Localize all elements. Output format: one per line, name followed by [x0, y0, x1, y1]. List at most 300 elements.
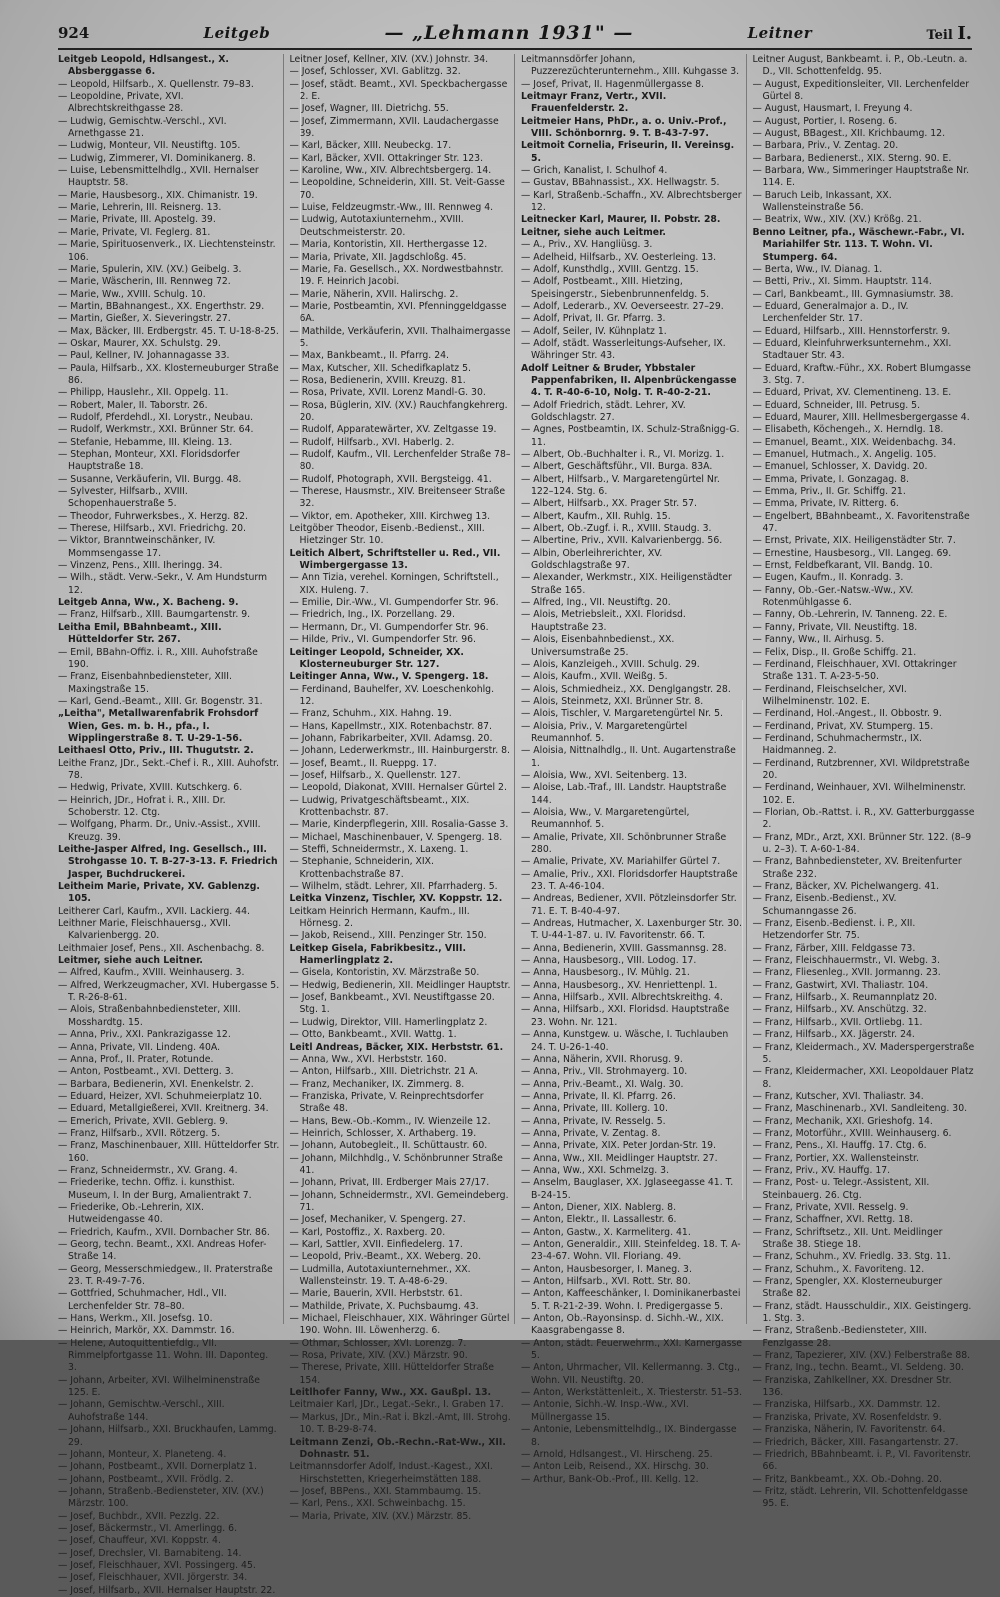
directory-entry: — Franz, Schuhm., XIX. Hahng. 19.	[289, 708, 452, 720]
directory-entry: — Eduard, Privat, XV. Clementineng. 13. E.	[752, 387, 952, 399]
directory-entry: — Alois, Kanzleigeh., XVIII. Schulg. 29.	[521, 658, 700, 670]
directory-entry: — Oskar, Maurer, XX. Schulstg. 29.	[58, 337, 221, 349]
directory-entry: — Franz, Gastwirt, XVI. Thaliastr. 104.	[752, 979, 929, 991]
directory-entry: — Marie, Private, VI. Feglerg. 81.	[58, 226, 211, 238]
directory-entry: — Josef, Mechaniker, V. Spengerg. 27.	[289, 1214, 466, 1226]
directory-entry: — Anton, Hilfsarb., XIII. Dietrichstr. 21 A.	[289, 1066, 479, 1078]
directory-entry: — Anton, Ob.-Rayonsinsp. d. Sichh.-W., XIX. Kaasgrabengasse 8.	[521, 1313, 724, 1337]
directory-entry: — Wilhelm, städt. Lehrer, XII. Pfarrhaderg. 5.	[289, 881, 498, 893]
directory-entry: — Rudolf, Werkmstr., XXI. Brünner Str. 64.	[58, 424, 254, 436]
directory-entry: — Max, Bankbeamt., II. Pfarrg. 24.	[289, 350, 450, 362]
directory-entry: — Albin, Oberleihrerichter, XV. Goldschlagstraße 97.	[521, 547, 663, 572]
directory-entry: — Stefanie, Hebamme, III. Kleing. 13.	[58, 436, 233, 448]
directory-entry: — Franz, Maschinenbauer, XIII. Hütteldorfer Str. 160.	[58, 1140, 280, 1164]
directory-entry: — Friedrich, Bäcker, XIII. Fasangartenstr. 27.	[752, 1436, 959, 1448]
directory-entry: — Franz, Schuhm., XV. Friedlg. 33. Stg. 11.	[752, 1251, 951, 1263]
directory-entry: — Wilh., städt. Verw.-Sekr., V. Am Hundsturm 12.	[58, 572, 268, 596]
directory-entry: — Franz, Eisenb.-Bedienst., XV. Schumanngasse 26.	[752, 893, 897, 917]
directory-entry: — Aloisia, Nittnalhdlg., II. Unt. Augartenstraße 1.	[521, 745, 736, 769]
directory-entry: — Hermann, Dr., VI. Gumpendorfer Str. 96.	[289, 621, 489, 633]
directory-entry: Leithner Marie, Fleischhauersg., XVII. Kalvarienbergg. 20.	[58, 918, 231, 942]
directory-entry: — Albert, Hilfsarb., XX. Prager Str. 57.	[521, 498, 697, 510]
directory-entry: — Albert, Kaufm., XII. Ruhlg. 15.	[521, 510, 671, 522]
directory-entry: Leitner Josef, Kellner, XIV. (XV.) Johnstr. 34.	[289, 54, 489, 65]
directory-entry: — Anton, Werkstättenleit., X. Triesterstr. 51–53.	[521, 1387, 743, 1399]
directory-entry: — Franziska, Private, V. Reinprechtsdorfer Straße 48.	[289, 1090, 484, 1115]
directory-entry: — Max, Bäcker, III. Erdbergstr. 45. T. U-18-8-25.	[58, 325, 279, 337]
directory-entry: — Rudolf, Photograph, XVII. Bergsteigg. 41.	[289, 473, 492, 485]
directory-entry: — Franz, Pens., XI. Hauffg. 17. Ctg. 6.	[752, 1140, 927, 1152]
directory-entry: — Franz, Spengler, XX. Klosterneuburger Straße 82.	[752, 1276, 943, 1300]
directory-entry: — Franz, MDr., Arzt, XXI. Brünner Str. 122. (8–9 u. 2–3). T. A-60-1-84.	[752, 831, 972, 855]
directory-entry: Leitich Albert, Schriftsteller u. Red., VII. Wimbergergasse 13.	[289, 547, 501, 572]
directory-entry: Leithmaier Josef, Pens., XII. Aschenbachg. 8.	[58, 942, 265, 954]
directory-entry: — Alois, Straßenbahnbediensteter, XIII. Mosshardtg. 15.	[58, 1004, 241, 1028]
directory-entry: — Franz, Kleidermacher, XXI. Leopoldauer Platz 8.	[752, 1066, 974, 1090]
directory-entry: — Marie, Spirituosenverk., IX. Liechtensteinstr. 106.	[58, 239, 276, 263]
directory-entry: Leitgeb Leopold, Hdlsangest., X. Absberggasse 6.	[58, 54, 229, 78]
directory-entry: — Ferdinand, Schuhmachermstr., IX. Haidmanneg. 2.	[752, 732, 923, 757]
directory-entry: — Ann Tizia, verehel. Korningen, Schriftstell., XIX. Huleng. 7.	[289, 572, 499, 596]
directory-entry: — Carl, Bankbeamt., III. Gymnasiumstr. 38.	[752, 288, 954, 300]
directory-entry: — Franziska, Private, XV. Rosenfeldstr. 9.	[752, 1411, 942, 1423]
directory-entry: — Karl, Bäcker, XIII. Neubeckg. 17.	[289, 140, 452, 152]
directory-entry: — Marie, Hausbesorg., XIX. Chimanistr. 19.	[58, 189, 258, 201]
directory-entry: — Anton, Gastw., X. Karmeliterg. 41.	[521, 1226, 691, 1238]
directory-entry: — Anna, Private, IV. Resselg. 5.	[521, 1115, 666, 1127]
directory-entry: — Johann, Gemischtw.-Verschl., XIII. Auhofstraße 144.	[58, 1399, 225, 1423]
directory-entry: — Eduard, Maurer, XIII. Hellmesbergergasse 4.	[752, 411, 970, 423]
directory-entry: — Aloisia, Ww., XVI. Seitenberg. 13.	[521, 769, 688, 781]
directory-entry: Leitka Vinzenz, Tischler, XV. Koppstr. 12.	[289, 893, 503, 905]
directory-entry: Leitmer, siehe auch Leitner.	[58, 955, 203, 967]
directory-entry: — Alois, Metriebsleit., XXI. Floridsd. Hauptstraße 23.	[521, 609, 686, 633]
directory-entry: — Stephanie, Schneiderin, XIX. Krottenbachstraße 87.	[289, 856, 434, 880]
directory-entry: — Ferdinand, Weinhauer, XVI. Wilhelminenstr. 102. E.	[752, 782, 966, 806]
directory-entry: — Eduard, Kraftw.-Führ., XX. Robert Blumgasse 3. Stg. 7.	[752, 362, 971, 386]
directory-entry: — Friederike, techn. Offiz. i. kunsthist. Museum, I. In der Burg, Amalientrakt 7.	[58, 1177, 252, 1201]
directory-entry: Leitmeier Hans, PhDr., a. o. Univ.-Prof., VIII. Schönbornrg. 9. T. B-43-7-97.	[521, 115, 727, 140]
directory-entry: Adolf Leitner & Bruder, Ybbstaler Pappenfabriken, II. Alpenbrückengasse 4. T. R-40-6-10, Nolg. T. R-40-2-21.	[521, 362, 737, 399]
directory-entry: — Luise, Lebensmittelhdlg., XVII. Hernalser Hauptstr. 58.	[58, 165, 259, 189]
directory-entry: — Anna, Private, XIX. Peter Jordan-Str. 19.	[521, 1140, 716, 1152]
directory-entry: — Heinrich, JDr., Hofrat i. R., XIII. Dr. Schoberstr. 12. Ctg.	[58, 794, 226, 818]
directory-entry: — Albertine, Priv., XVII. Kalvarienbergg. 56.	[521, 535, 723, 547]
directory-entry: — Fanny, Private, VII. Neustiftg. 18.	[752, 621, 918, 633]
directory-entry: — Viktor, Branntweinschänker, IV. Mommsengasse 17.	[58, 535, 216, 559]
part-label-text: Teil	[926, 27, 953, 43]
directory-entry: — Aloisia, Ww., V. Margaretengürtel, Reumannhof. 5.	[521, 806, 690, 831]
directory-entry: — Alois, Tischler, V. Margaretengürtel Nr. 5.	[521, 708, 723, 720]
directory-entry: — Gottfried, Schuhmacher, Hdl., VII. Lerchenfelder Str. 78–80.	[58, 1288, 227, 1312]
directory-entry: — Franz, Fliesenleg., XVII. Jormanng. 23.	[752, 967, 941, 979]
directory-entry: — Josef, Hilfsarb., X. Quellenstr. 127.	[289, 769, 461, 781]
directory-entry: — Philipp, Hauslehr., XII. Oppelg. 11.	[58, 387, 229, 399]
directory-entry: — A., Priv., XV. Hangliüsg. 3.	[521, 239, 653, 251]
directory-entry: — Johann, Straßenb.-Bediensteter, XIV. (XV.) Märzstr. 100.	[58, 1485, 264, 1510]
directory-entry: — Steffi, Schneidermstr., X. Laxeng. 1.	[289, 844, 469, 855]
directory-entry: — Adolf Friedrich, städt. Lehrer, XV. Goldschlagstr. 27.	[521, 399, 686, 423]
directory-entry: — Hilde, Priv., VI. Gumpendorfer Str. 96.	[289, 634, 477, 646]
directory-entry: Leitmannsdorfer Adolf, Indust.-Kagest., XXI. Hirschstetten, Kriegerheimstätten 188.	[289, 1461, 493, 1485]
directory-entry: — Albert, Geschäftsführ., VII. Burga. 83A.	[521, 461, 713, 473]
directory-entry: Leitheim Marie, Private, XV. Gablenzg. 105.	[58, 881, 260, 905]
directory-entry: — Antonie, Lebensmittelhdlg., IX. Bindergasse 8.	[521, 1424, 737, 1448]
directory-entry: — Josef, Bankbeamt., XVI. Neustiftgasse 20. Stg. 1.	[289, 992, 495, 1016]
directory-entry: — Martin, BBahnangest., XX. Engerthstr. 29.	[58, 300, 265, 312]
directory-entry: — Ludwig, Zimmerer, VI. Dominikanerg. 8.	[58, 152, 256, 164]
directory-entry: — Leopold, Hilfsarb., X. Quellenstr. 79–83.	[58, 78, 254, 90]
directory-entry: Leitkep Gisela, Fabrikbesitz., VIII. Hamerlingplatz 2.	[289, 942, 467, 967]
directory-entry: Leitmann Zenzi, Ob.-Rechn.-Rat-Ww., XII. Dohnastr. 51.	[289, 1436, 506, 1460]
directory-entry: — Anna, Näherin, XVII. Rhorusg. 9.	[521, 1053, 683, 1065]
directory-entry: — Karl, Bäcker, XVII. Ottakringer Str. 123.	[289, 152, 484, 164]
directory-entry: — Fritz, städt. Lehrerin, VII. Schottenfeldgasse 95. E.	[752, 1485, 968, 1510]
directory-entry: — Eduard, Schneider, III. Petrusg. 5.	[752, 399, 921, 411]
directory-entry: — Rosa, Bedienerin, XVIII. Kreuzg. 81.	[289, 374, 466, 386]
directory-entry: — Andreas, Hutmacher, X. Laxenburger Str. 30. T. U-44-1-87. u. IV. Favoritenstr. 66. T.	[521, 918, 742, 942]
directory-entry: — Fanny, Ob.-Ger.-Natsw.-Ww., XV. Rotenmühlgasse 6.	[752, 584, 914, 609]
directory-entry: — Anton, Diener, XIX. Nablerg. 8.	[521, 1201, 677, 1213]
directory-entry: — Franz, Bäcker, XV. Pichelwangerg. 41.	[752, 881, 940, 893]
directory-entry: Leitnecker Karl, Maurer, II. Pobstr. 28.	[521, 214, 721, 226]
directory-entry: — Baruch Leib, Inkassant, XX. Wallensteinstraße 56.	[752, 189, 892, 214]
directory-entry: Leitha Emil, BBahnbeamt., XIII. Hütteldorfer Str. 267.	[58, 621, 222, 646]
directory-entry: — Emma, Priv., II. Gr. Schiffg. 21.	[752, 486, 906, 498]
directory-entry: — Ludwig, Direktor, VIII. Hamerlingplatz 2.	[289, 1016, 488, 1028]
directory-entry: — Heinrich, Markör, XX. Dammstr. 16.	[58, 1325, 235, 1337]
directory-entry: — Rosa, Private, XVII. Lorenz Mandl-G. 30.	[289, 387, 486, 399]
directory-entry: — Adolf, Privat, II. Gr. Pfarrg. 3.	[521, 313, 666, 325]
directory-entry: — Friedrich, BBahnbeamt. i. P., VI. Favoritenstr. 66.	[752, 1448, 971, 1473]
directory-entry: — Franz, Eisenb.-Bedienst. i. P., XII. Hetzendorfer Str. 75.	[752, 918, 916, 942]
directory-entry: — Amalie, Private, XII. Schönbrunner Straße 280.	[521, 831, 727, 855]
directory-entry: — Emerich, Private, XVII. Geblerg. 9.	[58, 1115, 229, 1127]
directory-entry: — Georg, techn. Beamt., XXI. Andreas Hofer-Straße 14.	[58, 1239, 267, 1263]
directory-entry: — Albert, Ob.-Zugf. i. R., XVIII. Staudg. 3.	[521, 523, 712, 535]
directory-entry: — Betti, Priv., XI. Simm. Hauptstr. 114.	[752, 276, 932, 288]
directory-entry: — Josef, städt. Beamt., XVI. Speckbachergasse 2. E.	[289, 78, 508, 103]
directory-entry: — Anton, Hilfsarb., XVI. Rott. Str. 80.	[521, 1276, 691, 1288]
directory-entry: — Johann, Postbeamt., XVII. Frödlg. 2.	[58, 1473, 234, 1485]
directory-entry: — Hans, Bew.-Ob.-Komm., IV. Wienzeile 12.	[289, 1115, 491, 1127]
directory-entry: — Anna, Priv.-Beamt., XI. Walg. 30.	[521, 1078, 684, 1090]
directory-entry: — Ernestine, Hausbesorg., VII. Langeg. 69.	[752, 547, 952, 559]
directory-entry: — Franz, Schneidermstr., XV. Grang. 4.	[58, 1164, 238, 1176]
directory-entry: — Franz, Straßenb.-Bediensteter, XIII. Fenzlgasse 28.	[752, 1325, 928, 1349]
directory-entry: Leitinger Anna, Ww., V. Spengerg. 18.	[289, 671, 489, 683]
directory-entry: — Anna, Private, II. Kl. Pfarrg. 26.	[521, 1090, 676, 1102]
directory-entry: — Heinrich, Schlosser, X. Arthaberg. 19.	[289, 1127, 477, 1139]
directory-entry: — Arnold, Hdlsangest., VI. Hirscheng. 25.	[521, 1448, 713, 1460]
directory-entry: — Alois, Schmiedheiz., XX. Denglgangstr. 28.	[521, 683, 731, 695]
directory-entry: — Eduard, Heizer, XVI. Schuhmeierplatz 10.	[58, 1090, 263, 1102]
directory-entry: Leitl Andreas, Bäcker, XIX. Herbststr. 61.	[289, 1041, 504, 1053]
directory-entry: — Franz, Portier, XX. Wallensteinstr.	[752, 1152, 919, 1164]
directory-entry: — Gustav, BBahnassist., XX. Hellwagstr. 5.	[521, 177, 720, 189]
directory-entry: — Othmar, Schlosser, XVI. Lorenzg. 7.	[289, 1337, 467, 1349]
directory-entry: — Franz, Hilfsarb., XVII. Rötzerg. 5.	[58, 1127, 221, 1139]
directory-entry: — Therese, Hilfsarb., XVI. Friedrichg. 20.	[58, 523, 246, 535]
directory-entry: — Johann, Hilfsarb., XXI. Bruckhaufen, Lammg. 29.	[58, 1424, 277, 1448]
directory-entry: — Ernst, Feldbefkarant, VII. Bandg. 10.	[752, 560, 933, 572]
directory-entry: — Marie, Fa. Gesellsch., XX. Nordwestbahnstr. 19. F. Heinrich Jacobi.	[289, 263, 504, 288]
directory-entry: — Ferdinand, Bauhelfer, XV. Loeschenkohlg. 12.	[289, 683, 495, 707]
directory-entry: — Marie, Wäscherin, III. Rennweg 72.	[58, 276, 231, 288]
directory-entry: — Franz, Kutscher, XVI. Thaliastr. 34.	[752, 1090, 924, 1102]
directory-entry: — Ludwig, Gemischtw.-Verschl., XVI. Arnethgasse 21.	[58, 115, 227, 140]
directory-entry: Leitlhofer Fanny, Ww., XX. Gaußpl. 13.	[289, 1387, 492, 1399]
directory-entry: — Franz, Mechanik, XXI. Grieshofg. 14.	[752, 1115, 933, 1127]
directory-entry: — Rosa, Private, XIV. (XV.) Märzstr. 90.	[289, 1350, 468, 1362]
directory-entry: — Karl, Straßenb.-Schaffn., XV. Albrechtsberger 12.	[521, 189, 742, 214]
directory-entry: — Paula, Hilfsarb., XX. Klosterneuburger Straße 86.	[58, 362, 279, 386]
directory-entry: — Martin, Gießer, X. Sieveringstr. 27.	[58, 313, 231, 325]
directory-entry: — Max, Kutscher, XII. Schedifkaplatz 5.	[289, 362, 471, 374]
directory-entry: — Markus, JDr., Min.-Rat i. Bkzl.-Amt, III. Strohg. 10. T. B-29-8-74.	[289, 1411, 511, 1436]
directory-entry: — Franz, Maschinenarb., XVI. Sandleiteng. 30.	[752, 1103, 968, 1115]
directory-entry: — Beatrix, Ww., XIV. (XV.) Krößg. 21.	[752, 214, 922, 226]
directory-entry: — Josef, Zimmermann, XVII. Laudachergasse 39.	[289, 115, 499, 140]
directory-entry: — Franz, Tapezierer, XIV. (XV.) Felberstraße 88.	[752, 1350, 971, 1362]
directory-entry: — Franz, Schriftsetz., XII. Unt. Meidlinger Straße 38. Stiege 18.	[752, 1226, 943, 1250]
directory-entry: — Franziska, Hilfsarb., XX. Dammstr. 12.	[752, 1399, 941, 1411]
directory-entry: — Michael, Fleischhauer, XIX. Währinger Gürtel 190. Wohn. III. Löwenherzg. 6.	[289, 1313, 510, 1337]
directory-entry: — Sylvester, Hilfsarb., XVIII. Schopenhauerstraße 5.	[58, 486, 188, 510]
directory-entry: — Anna, Private, III. Kollerg. 10.	[521, 1103, 668, 1115]
directory-entry: — Anton, Postbeamt., XVI. Detterg. 3.	[58, 1066, 234, 1078]
directory-entry: — Andreas, Bediener, XVII. Pötzleinsdorfer Str. 71. E. T. B-40-4-97.	[521, 893, 737, 917]
directory-entry: — Anton, Kaffeeschänker, I. Dominikanerbastei 5. T. R-21-2-39. Wohn. I. Predigergasse 5.	[521, 1288, 741, 1312]
directory-entry: — Gisela, Kontoristin, XV. Märzstraße 50.	[289, 967, 480, 979]
directory-entry: — Eugen, Kaufm., II. Konradg. 3.	[752, 572, 904, 584]
directory-entry: — Luise, Feldzeugmstr.-Ww., III. Rennweg 4.	[289, 202, 494, 214]
directory-entry: — Maria, Private, XII. Jagdschloßg. 45.	[289, 251, 467, 263]
page-header	[58, 20, 972, 46]
directory-entry: — Fanny, Ob.-Lehrerin, IV. Tanneng. 22. E.	[752, 609, 948, 621]
directory-entry: Leitgeb Anna, Ww., X. Bacheng. 9.	[58, 597, 239, 609]
directory-entry: — Karl, Pens., XXI. Schweinbachg. 15.	[289, 1498, 466, 1510]
directory-entry: — Emanuel, Beamt., XIX. Weidenbachg. 34.	[752, 436, 956, 448]
directory-entry: — Leopold, Priv.-Beamt., XX. Weberg. 20.	[289, 1251, 482, 1263]
directory-entry: — Maria, Kontoristin, XII. Herthergasse 12.	[289, 239, 488, 251]
directory-entry: — Anselm, Bauglaser, XX. Jglaseegasse 41. T. B-24-15.	[521, 1177, 734, 1201]
directory-entry: — Eduard, Metallgießerei, XVII. Kreitnerg. 34.	[58, 1103, 269, 1115]
directory-entry: — Alfred, Kaufm., XVIII. Weinhauserg. 3.	[58, 967, 245, 979]
directory-entry: — Marie, Lehrerin, III. Reisnerg. 13.	[58, 202, 222, 214]
directory-entry: — Marie, Ww., XVIII. Schulg. 10.	[58, 288, 206, 300]
directory-entry: — Anna, Hausbesorg., XV. Henriettenpl. 1.	[521, 979, 718, 991]
directory-entry: — Franz, Hilfsarb., XV. Anschützg. 32.	[752, 1004, 927, 1016]
directory-entry: — Anna, Private, VII. Lindeng. 40A.	[58, 1041, 221, 1053]
directory-entry: — Ferdinand, Privat, XV. Stumperg. 15.	[752, 720, 934, 732]
directory-entry: — Eduard, Kleinfuhrwerksunternehm., XXI. Stadtauer Str. 43.	[752, 337, 952, 362]
directory-entry: — Anton, städt. Feuerwehrm., XXI. Karnergasse 5.	[521, 1337, 743, 1362]
directory-entry: — Fritz, Bankbeamt., XX. Ob.-Dohng. 20.	[752, 1473, 942, 1485]
directory-entry: — Susanne, Verkäuferin, VII. Burgg. 48.	[58, 473, 242, 485]
directory-entry: — Barbara, Priv., V. Zentag. 20.	[752, 140, 899, 152]
column-1	[58, 54, 284, 1596]
directory-entry: Benno Leitner, pfa., Wäschewr.-Fabr., VI. Mariahilfer Str. 113. T. Wohn. VI. Stumperg. 64.	[752, 226, 965, 263]
directory-entry: — Franz, Priv., XV. Hauffg. 17.	[752, 1164, 891, 1176]
directory-entry: Leithaesl Otto, Priv., III. Thugutstr. 2.	[58, 745, 254, 757]
directory-entry: — Ferdinand, Fleischselcher, XVI. Wilhelminenstr. 102. E.	[752, 683, 907, 707]
directory-entry: — Josef, Buchbdr., XVII. Pezzlg. 22.	[58, 1510, 220, 1522]
directory-entry: — Anton, Generaldir., XIII. Steinfeldeg. 18. T. A-23-4-67. Wohn. VII. Floriang. 49.	[521, 1239, 741, 1263]
directory-entry: — Emma, Private, I. Gonzagag. 8.	[752, 473, 909, 485]
directory-entry: — Franz, Hilfsarb., XVII. Ortliebg. 11.	[752, 1016, 923, 1028]
directory-entry: — Leopoldine, Schneiderin, XIII. St. Veit-Gasse 70.	[289, 177, 505, 201]
directory-entry: — Josef, Wagner, III. Dietrichg. 55.	[289, 103, 449, 115]
directory-entry: — Elisabeth, Köchengeh., X. Herndlg. 18.	[752, 424, 944, 436]
directory-entry: — Berta, Ww., IV. Dianag. 1.	[752, 263, 883, 275]
directory-entry: — Ernst, Private, XIX. Heiligenstädter Str. 7.	[752, 535, 956, 547]
directory-entry: — Michael, Maschinenbauer, V. Spengerg. 18.	[289, 831, 503, 843]
directory-entry: — Karl, Postoffiz., X. Raxberg. 20.	[289, 1226, 446, 1238]
directory-entry: — Anna, Hilfsarb., XVII. Albrechtskreithg. 4.	[521, 992, 723, 1004]
directory-entry: — Anton, Uhrmacher, VII. Kellermanng. 3. Ctg., Wohn. VII. Neustiftg. 20.	[521, 1362, 740, 1386]
directory-entry: — Hans, Kapellmstr., XIX. Rotenbachstr. 87.	[289, 720, 493, 732]
directory-entry: — Josef, Drechsler, VI. Barnabiteng. 14.	[58, 1547, 242, 1559]
directory-entry: — Georg, Messerschmiedgew., II. Praterstraße 23. T. R-49-7-76.	[58, 1263, 273, 1288]
directory-entry: — Emanuel, Schlosser, X. Davidg. 20.	[752, 461, 928, 473]
directory-entry: — Anna, Priv., XXI. Pankrazigasse 12.	[58, 1029, 231, 1041]
directory-entry: — Johann, Monteur, X. Planeteng. 4.	[58, 1448, 227, 1460]
directory-entry: — Wolfgang, Pharm. Dr., Univ.-Assist., XVIII. Kreuzg. 39.	[58, 819, 261, 843]
directory-entry: — Leopoldine, Private, XVI. Albrechtskreithgasse 28.	[58, 91, 184, 115]
directory-entry: — Johann, Lederwerkmstr., III. Hainburgerstr. 8.	[289, 745, 510, 757]
directory-entry: Leitmaier Karl, JDr., Legat.-Sekr., I. Graben 17.	[289, 1399, 504, 1411]
directory-entry: — Marie, Kinderpflegerin, XIII. Rosalia-Gasse 3.	[289, 819, 509, 831]
directory-entry: — Vinzenz, Pens., XIII. Iheringg. 34.	[58, 560, 223, 572]
directory-entry: — Anna, Kunstgew. u. Wäsche, I. Tuchlauben 24. T. U-26-1-40.	[521, 1029, 729, 1053]
directory-entry: — Franziska, Näherin, IV. Favoritenstr. 64.	[752, 1424, 946, 1436]
directory-entry: — Amalie, Priv., XXI. Floridsdorfer Hauptstraße 23. T. A-46-104.	[521, 868, 738, 893]
directory-entry: — Franz, Eisenbahnbediensteter, XIII. Maxingstraße 15.	[58, 671, 232, 695]
column-4	[752, 54, 979, 1510]
directory-entry: — Eduard, Generalmajor a. D., IV. Lerchenfelder Str. 17.	[752, 300, 909, 325]
header-right-keyword: Leitner	[747, 24, 813, 42]
directory-entry: — Franz, Ing., techn. Beamt., VI. Seldeng. 30.	[752, 1362, 964, 1374]
directory-entry: — Hedwig, Private, XVIII. Kutschkerg. 6.	[58, 782, 243, 794]
directory-entry: — Franziska, Zahlkellner, XX. Dresdner Str. 136.	[752, 1374, 952, 1399]
directory-entry: — Marie, Näherin, XVII. Halirschg. 2.	[289, 288, 459, 300]
directory-entry: — Franz, Mechaniker, IX. Zimmerg. 8.	[289, 1078, 465, 1090]
page-number: 924	[58, 24, 90, 42]
directory-entry: — Stephan, Monteur, XXI. Floridsdorfer Hauptstraße 18.	[58, 449, 240, 473]
directory-entry: — August, Hausmart, I. Freyung 4.	[752, 103, 913, 115]
directory-entry: — Therese, Hausmstr., XIV. Breitenseer Straße 32.	[289, 486, 506, 510]
directory-entry: — Johann, Fabrikarbeiter, XVII. Adamsg. 20.	[289, 732, 493, 744]
directory-entry: Leitinger Leopold, Schneider, XX. Klosterneuburger Str. 127.	[289, 646, 464, 670]
directory-entry: — Friederike, Ob.-Lehrerin, XIX. Hutweidengasse 40.	[58, 1201, 204, 1226]
directory-entry: — Maria, Private, XIV. (XV.) Märzstr. 85.	[289, 1510, 472, 1522]
directory-entry: — Emilie, Dir.-Ww., VI. Gumpendorfer Str. 96.	[289, 597, 499, 609]
directory-entry: — Josef, Beamt., II. Rueppg. 17.	[289, 757, 437, 769]
directory-entry: — Alois, Steinmetz, XXI. Brünner Str. 8.	[521, 695, 704, 707]
directory-entry: — Marie, Private, III. Apostelg. 39.	[58, 214, 216, 226]
directory-entry: — Anna, Hausbesorg., VIII. Lodog. 17.	[521, 955, 697, 967]
directory-entry: Leithe Franz, JDr., Sekt.-Chef i. R., XIII. Auhofstr. 78.	[58, 757, 279, 781]
directory-entry: — Eduard, Hilfsarb., XIII. Hennstorferstr. 9.	[752, 325, 951, 337]
directory-entry: — August, Portier, I. Roseng. 6.	[752, 115, 898, 127]
directory-entry: — Anna, Hausbesorg., IV. Mühlg. 21.	[521, 967, 690, 979]
directory-entry: — Johann, Privat, III. Erdberger Mais 27/17.	[289, 1177, 490, 1189]
directory-entry: — Hedwig, Bedienerin, XII. Meidlinger Hauptstr.	[289, 979, 511, 991]
directory-entry: — Anton Leib, Reisend., XX. Hirschg. 30.	[521, 1461, 709, 1473]
column-3	[521, 54, 747, 1485]
directory-entry: — Josef, Fleischhauer, XVI. Possingerg. 45.	[58, 1559, 256, 1571]
directory-entry: — Aloisia, Priv., V. Margaretengürtel Reumannhof. 5.	[521, 720, 688, 744]
directory-entry: — Adolf, städt. Wasserleitungs-Aufseher, IX. Währinger Str. 43.	[521, 337, 726, 362]
directory-entry: Leitmannsdörfer Johann, Puzzerezüchterunternehm., XIII. Kuhgasse 3.	[521, 54, 740, 78]
directory-entry: — Franz, Schaffner, XVI. Rettg. 18.	[752, 1214, 914, 1226]
directory-entry: — Franz, Motorführ., XVIII. Weinhauserg. 6.	[752, 1127, 952, 1139]
directory-entry: — Felix, Disp., II. Große Schiffg. 21.	[752, 646, 917, 658]
directory-entry: — Adolf, Lederarb., XV. Oeverseestr. 27–29.	[521, 300, 724, 312]
directory-entry: — Aloise, Lab.-Traf., III. Landstr. Hauptstraße 144.	[521, 782, 727, 806]
directory-entry: — Franz, Färber, XIII. Feldgasse 73.	[752, 942, 916, 954]
directory-entry: — Adolf, Kunsthdlg., XVIII. Gentzg. 15.	[521, 263, 699, 275]
directory-entry: — Ferdinand, Fleischhauer, XVI. Ottakringer Straße 131. T. A-23-5-50.	[752, 658, 957, 683]
directory-entry: — Rudolf, Apparatewärter, XV. Zeltgasse 19.	[289, 424, 497, 436]
directory-entry: — Rudolf, Pferdehdl., XI. Lorystr., Neubau.	[58, 411, 254, 423]
directory-entry: — Ferdinand, Hol.-Angest., II. Obbostr. 9.	[752, 708, 942, 720]
directory-entry: — Marie, Bauerin, XVII. Herbststr. 61.	[289, 1288, 463, 1300]
directory-entry: — Grich, Kanalist, I. Schulhof 4.	[521, 165, 668, 177]
directory-entry: — Otto, Bankbeamt., XVII. Wattg. 1.	[289, 1029, 457, 1041]
directory-entry: Leitherer Carl, Kaufm., XVII. Lackierg. 44.	[58, 905, 250, 917]
directory-entry: Leitkam Heinrich Hermann, Kaufm., III. Hörnesg. 2.	[289, 905, 470, 930]
directory-entry: Leitgöber Theodor, Eisenb.-Bedienst., XIII. Hietzinger Str. 10.	[289, 523, 485, 547]
directory-entry: — Ludmilla, Autotaxiunternehmer., XX. Wallensteinstr. 19. T. A-48-6-29.	[289, 1263, 471, 1288]
directory-entry: — Emil, BBahn-Offiz. i. R., XIII. Auhofstraße 190.	[58, 646, 258, 670]
directory-entry: — Ludwig, Autotaxiunternehm., XVIII. Deutschmeisterstr. 20.	[289, 214, 464, 238]
directory-entry: — Anton, Elektr., II. Lassallestr. 6.	[521, 1214, 677, 1226]
directory-entry: — Anna, Ww., XXI. Schmelzg. 3.	[521, 1164, 670, 1176]
directory-entry: — Anna, Ww., XII. Meidlinger Hauptstr. 27.	[521, 1152, 718, 1164]
directory-entry: — Viktor, em. Apotheker, XIII. Kirchweg 13.	[289, 510, 491, 522]
directory-entry: — Barbara, Bedienerst., XIX. Sterng. 90. E.	[752, 152, 952, 164]
directory-entry: — Albert, Hilfsarb., V. Margaretengürtel Nr. 122–124. Stg. 6.	[521, 473, 720, 498]
directory-entry: — Johann, Arbeiter, XVI. Wilhelminenstraße 125. E.	[58, 1374, 260, 1399]
directory-entry: — Friedrich, Kaufm., XVII. Dornbacher Str. 86.	[58, 1226, 270, 1238]
directory-columns	[58, 54, 978, 1596]
directory-entry: — Franz, städt. Hausschuldir., XIX. Geistingerg. 1. Stg. 3.	[752, 1300, 972, 1325]
directory-entry: — Florian, Ob.-Rattst. i. R., XV. Gatterburggasse 2.	[752, 806, 975, 831]
directory-entry: — Rudolf, Kaufm., VII. Lerchenfelder Straße 78–80.	[289, 449, 511, 473]
directory-entry: — Alois, Eisenbahnbedienst., XX. Universumstraße 25.	[521, 634, 675, 658]
directory-entry: — Rosa, Büglerin, XIV. (XV.) Rauchfangkehrerg. 20.	[289, 399, 508, 423]
directory-entry: — Karoline, Ww., XIV. Albrechtsbergerg. 14.	[289, 165, 492, 177]
directory-entry: Leitner August, Bankbeamt. i. P., Ob.-Leutn. a. D., VII. Schottenfeldg. 95.	[752, 54, 968, 78]
directory-entry: — Hans, Werkm., XII. Josefsg. 10.	[58, 1313, 213, 1325]
directory-entry: — Emanuel, Hutmach., X. Angelig. 105.	[752, 449, 937, 460]
directory-entry: — Engelbert, BBahnbeamt., X. Favoritenstraße 47.	[752, 510, 970, 535]
directory-entry: — Fanny, Ww., II. Airhusg. 5.	[752, 634, 885, 646]
directory-entry: — Alois, Kaufm., XVII. Weißg. 5.	[521, 671, 668, 683]
directory-entry: — August, BBagest., XII. Krichbaumg. 12.	[752, 128, 946, 140]
directory-entry: — Agnes, Postbeamtin, IX. Schulz-Straßnigg-G. 11.	[521, 424, 740, 448]
directory-entry: — Emma, Private, IV. Ritterg. 6.	[752, 498, 899, 510]
directory-entry: — Arthur, Bank-Ob.-Prof., III. Kellg. 12.	[521, 1473, 699, 1485]
directory-entry: — August, Expeditionsleiter, VII. Lerchenfelder Gürtel 8.	[752, 78, 970, 103]
directory-entry: — Ludwig, Privatgeschäftsbeamt., XIX. Krottenbachstr. 87.	[289, 794, 470, 818]
directory-entry: — Mathilde, Private, X. Puchsbaumg. 43.	[289, 1300, 479, 1312]
directory-entry: — Johann, Schneidermstr., XVI. Gemeindeberg. 71.	[289, 1189, 509, 1213]
directory-entry: — Adolf, Postbeamt., XIII. Hietzing, Speisingerstr., Siebenbrunnenfeldg. 5.	[521, 276, 710, 300]
directory-entry: — Karl, Gend.-Beamt., XIII. Gr. Bogenstr. 31.	[58, 695, 263, 707]
